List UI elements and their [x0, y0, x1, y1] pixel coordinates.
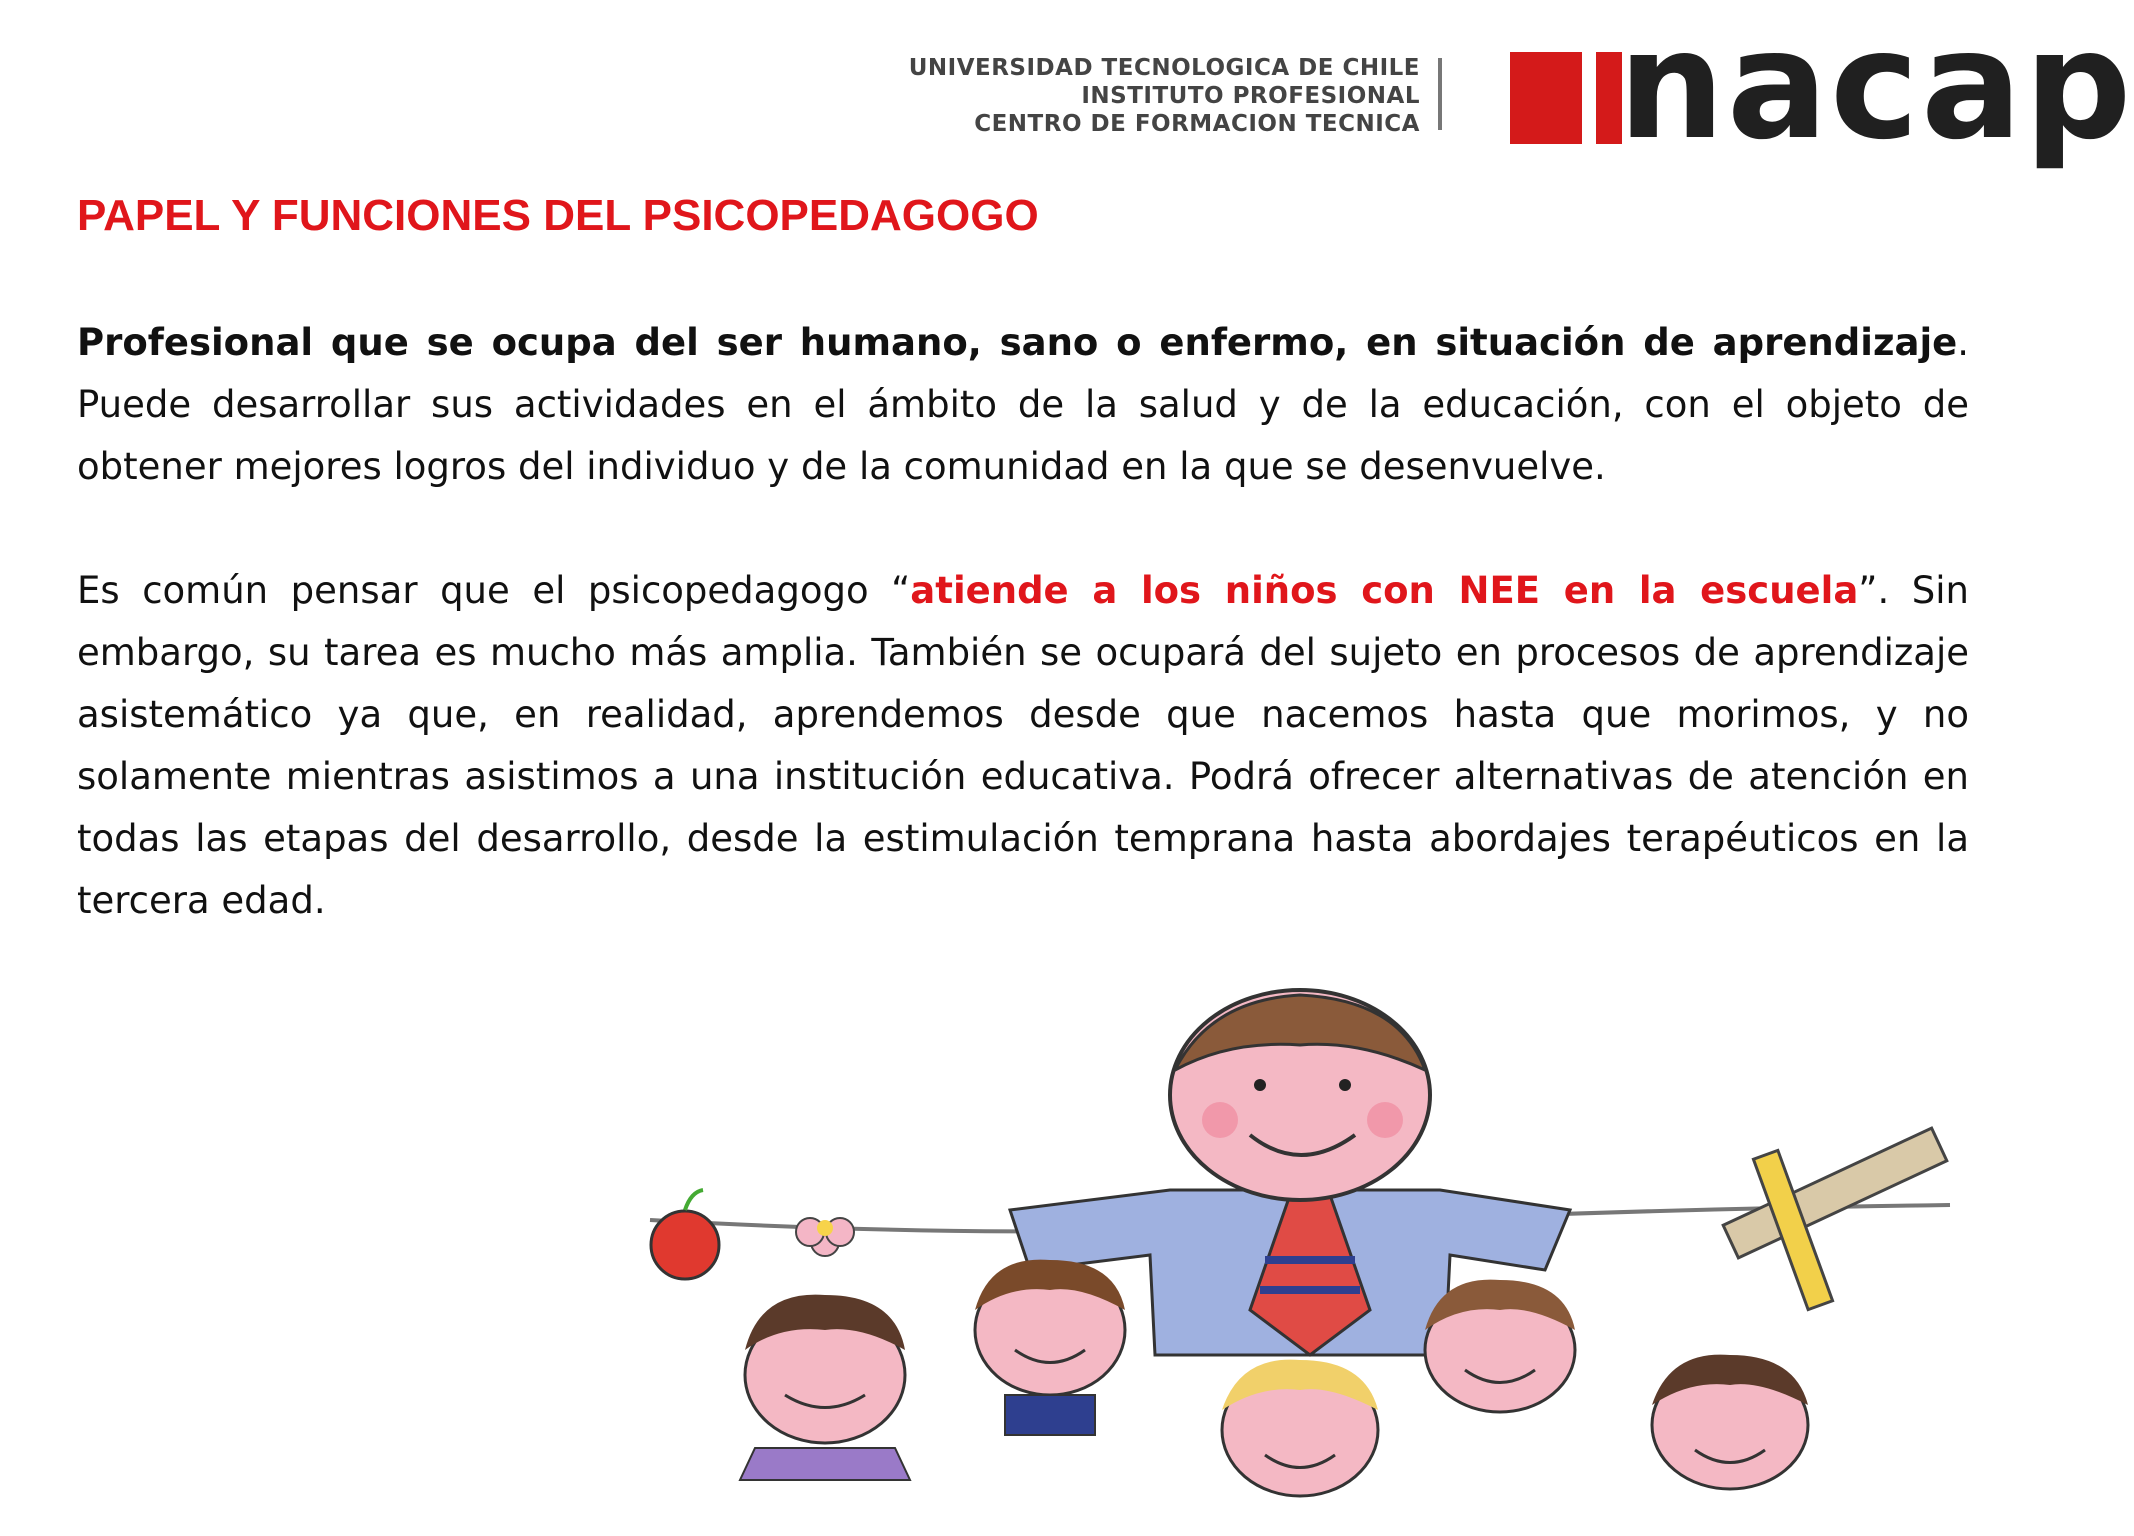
flower-icon — [796, 1218, 854, 1256]
role-text-before: Es común pensar que el psicopedagogo “ — [77, 569, 911, 612]
child-2 — [975, 1260, 1125, 1435]
apple-icon — [651, 1190, 719, 1279]
teacher-children-illustration — [610, 1010, 1990, 1510]
logo-divider — [1438, 58, 1442, 130]
ruler-icon — [1723, 1128, 1947, 1258]
institution-text — [909, 54, 1420, 138]
paragraph-definition — [77, 312, 1969, 498]
institution-line-1: UNIVERSIDAD TECNOLOGICA DE CHILE — [908, 55, 1420, 81]
role-highlight: atiende a los niños con NEE en la escuela — [910, 569, 1859, 612]
child-5 — [1652, 1355, 1808, 1489]
child-1 — [740, 1295, 910, 1480]
definition-rest: . Puede desarrollar sus actividades en el ámbito de la salud y de la educación, con el objeto de obtener mejores logros del individuo y de la comunidad en la que se desenvuelve. — [77, 321, 1969, 488]
definition-lead: Profesional que se ocupa del ser humano, sano o enfermo, en situación de aprendizaje — [77, 321, 1958, 364]
paragraph-role — [77, 560, 1969, 932]
child-3 — [1222, 1360, 1378, 1496]
role-text-after: ”. Sin embargo, su tarea es mucho más amplia. También se ocupará del sujeto en procesos de aprendizaje asistemático ya que, en realidad, aprendemos desde que nacemos hasta que morimos, y no solamente mientras asistimos a una institución educativa. Podrá ofrecer alternativas de atención en todas las etapas del desarrollo, desde la estimulación temprana hasta abordajes terapéuticos en la tercera edad. — [77, 569, 1969, 922]
page-title: PAPEL Y FUNCIONES DEL PSICOPEDAGOGO — [77, 191, 1039, 240]
child-4 — [1425, 1280, 1575, 1412]
institution-line-2: INSTITUTO PROFESIONAL — [1081, 83, 1420, 109]
institution-line-3: CENTRO DE FORMACION TECNICA — [974, 111, 1420, 137]
inacap-logo-text: nacap — [1618, 0, 2134, 173]
inacap-logo-mark — [1510, 52, 1622, 144]
